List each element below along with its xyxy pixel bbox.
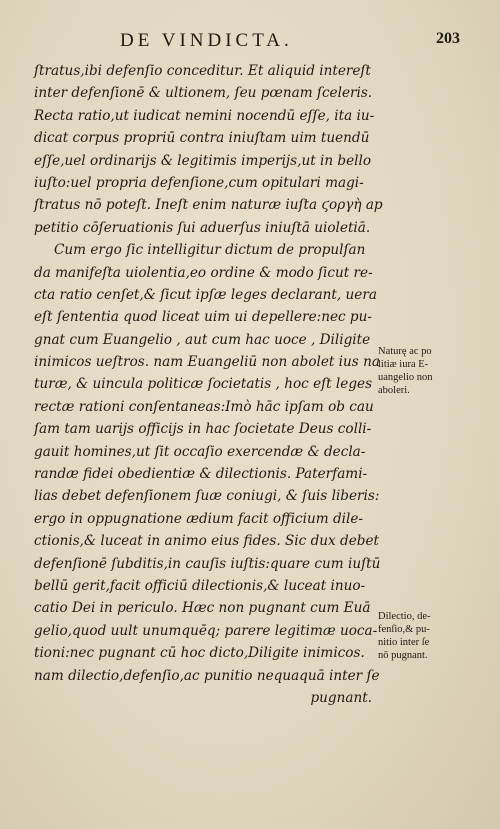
text-line: gnat cum Euangelio , aut cum hac uoce , Diligite <box>34 331 371 348</box>
text-line: rectæ rationi conſentaneas:Imò hāc ipſam ob cau <box>34 398 374 415</box>
text-line: Recta ratio,ut iudicat nemini nocendū eſſe, ita iu- <box>34 107 375 124</box>
text-line: tioni:nec pugnant cū hoc dicto,Diligite inimicos. <box>34 645 365 662</box>
text-line: petitio cōſeruationis ſui aduerſus iniuſtā uioletiā. <box>34 219 371 236</box>
text-line: da manifeſta uiolentia,eo ordine & modo ſicut re- <box>34 264 373 281</box>
text-line: catio Dei in periculo. Hæc non pugnant cum Euā <box>34 600 371 617</box>
text-line: ctionis,& luceat in animo eius fides. Sic dux debet <box>34 533 379 550</box>
text-line: inimicos ueſtros. nam Euangeliū non abolet ius na <box>34 354 380 371</box>
text-line: randæ fidei obedientiæ & dilectionis. Paterfami- <box>34 466 368 483</box>
text-line: ſtratus nō poteſt. Ineſt enim naturæ iuſta ϛοργὴ ap <box>34 197 383 214</box>
marginal-note-line: aboleri. <box>378 385 410 396</box>
text-line: ergo in oppugnatione ædium facit officium dile- <box>34 510 363 527</box>
text-line: cta ratio cenſet,& ſicut ipſæ leges declarant, uera <box>34 286 377 303</box>
text-line: ſtratus,ibi defenſio conceditur. Et aliquid intereſt <box>34 63 371 79</box>
page-number: 203 <box>436 30 460 47</box>
text-line: ſam tam uarijs officijs in hac ſocietate Deus colli- <box>34 421 372 438</box>
marginal-note <box>378 610 498 662</box>
text-line: Cum ergo ſic intelligitur dictum de propulſan <box>54 242 366 259</box>
text-line: bellū gerit,facit officiū dilectionis,& luceat inuo- <box>34 577 366 594</box>
text-line: dicat corpus propriū contra iniuſtam uim tuendū <box>34 130 370 147</box>
marginal-note-line: uangelio non <box>378 372 433 383</box>
marginal-note-line: nō pugnant. <box>378 650 428 661</box>
text-line: defenſionē ſubditis,in cauſis iuſtis:quare cum iuſtū <box>34 555 381 572</box>
running-head: DE VINDICTA. <box>120 30 293 51</box>
marginal-note-line: nitio inter ſe <box>378 637 430 648</box>
text-line: gauit homines,ut ſit occaſio exercendæ & decla- <box>34 443 366 460</box>
text-line: lias debet defenſionem ſuæ coniugi, & ſuis liberis: <box>34 488 380 505</box>
marginal-note-line: litiæ iura E- <box>378 359 429 370</box>
text-line: turæ, & uincula politicæ ſocietatis , hoc eſt leges <box>34 376 373 393</box>
text-line: inter defenſionē & ultionem, ſeu pœnam ſceleris. <box>34 85 373 102</box>
marginal-note <box>378 345 498 397</box>
marginal-note-line: Naturę ac po <box>378 346 432 357</box>
text-line: eſt ſententia quod liceat uim ui depellere:nec pu- <box>34 309 372 326</box>
text-line-final: pugnant. <box>310 689 372 706</box>
text-line: eſſe,uel ordinarijs & legitimis imperijs,ut in bello <box>34 152 372 169</box>
marginal-note-line: Dilectio, de- <box>378 611 431 622</box>
main-text-block <box>34 60 382 709</box>
text-line: nam dilectio,defenſio,ac punitio nequaquā inter ſe <box>34 667 380 684</box>
text-line: gelio,quod uult unumquēq; parere legitimæ uoca- <box>34 622 378 639</box>
text-line: iuſto:uel propria defenſione,cum opitulari magi- <box>34 174 364 191</box>
marginal-note-line: fenſio,& pu- <box>378 624 430 635</box>
